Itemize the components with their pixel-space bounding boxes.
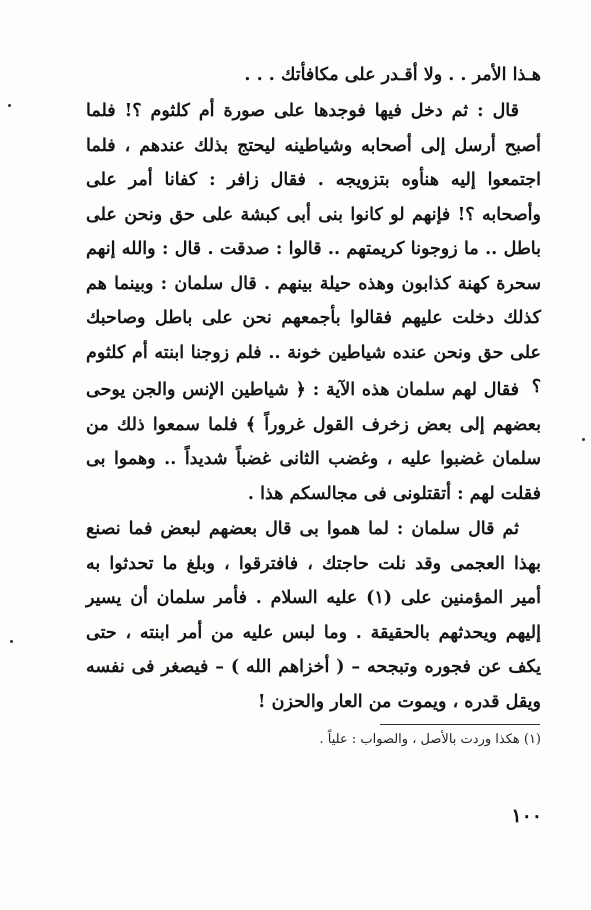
paragraph-1 (86, 94, 541, 405)
scan-speck (582, 438, 585, 441)
paragraph-text: قال : ثم دخل فيها فوجدها على صورة أم كلثوم ؟! فلما أصبح أرسل إلى أصحابه وشياطينه ليحتج بذلك عندهم ، فلما اجتمعوا إليه هنأوه بتزويجه . فقال زافر : كفانا أمر على وأصحابه ؟! فإنهم لو كانوا بنى أبى كبشة على حق ونحن على باطل .. ما زوجونا كريمتهم .. قالوا : صدقت . قال : والله إنهم سحرة كهنة كذابون وهذه حيلة بينهم . قال سلمان : وبينما هم كذلك دخلت عليهم فقالوا بأجمعهم نحن على باطل وصاحبك على حق ونحن عنده شياطين خونة .. فلم زوجنا ابنته أم كلثوم ؟ (86, 101, 541, 397)
paragraph-text: فقال لهم سلمان هذه الآية : ﴿ شياطين الإنس والجن يوحى بعضهم إلى بعض زخرف القول غروراً ﴾ فلما سمعوا ذلك من سلمان غضبوا عليه ، وغضب الثانى غضباً شديداً .. وهموا بى فقلت لهم : أتقتلونى فى مجالسكم هذا . (86, 380, 541, 504)
page-number: ١٠٠ (511, 805, 542, 827)
paragraph-text: ثم قال سلمان : لما هموا بى قال بعضهم لبعض فما نصنع بهذا العجمى وقد نلت حاجتك ، فافترقوا ، وبلغ ما تحدثوا به أمير المؤمنين على (١) عليه السلام . فأمر سلمان أن يسير إليهم ويحدثهم بالحقيقة . وما لبس عليه من أمر ابنته ، حتى يكف عن فجوره وتبجحه – ( أخزاهم الله ) – فيصغر فى نفسه ويقل قدره ، ويموت من العار والحزن ! (86, 519, 541, 712)
footnote: (١) هكذا وردت بالأصل ، والصواب : علياً . (319, 732, 541, 747)
paragraph-continuation (86, 58, 541, 93)
paragraph-text: هـذا الأمر . . ولا أقـدر على مكافأتك . . . (244, 65, 541, 85)
paragraph-3 (86, 512, 541, 719)
footnote-divider (380, 724, 540, 725)
paragraph-2 (86, 373, 541, 511)
scan-speck (8, 104, 11, 107)
scan-speck (10, 640, 13, 643)
